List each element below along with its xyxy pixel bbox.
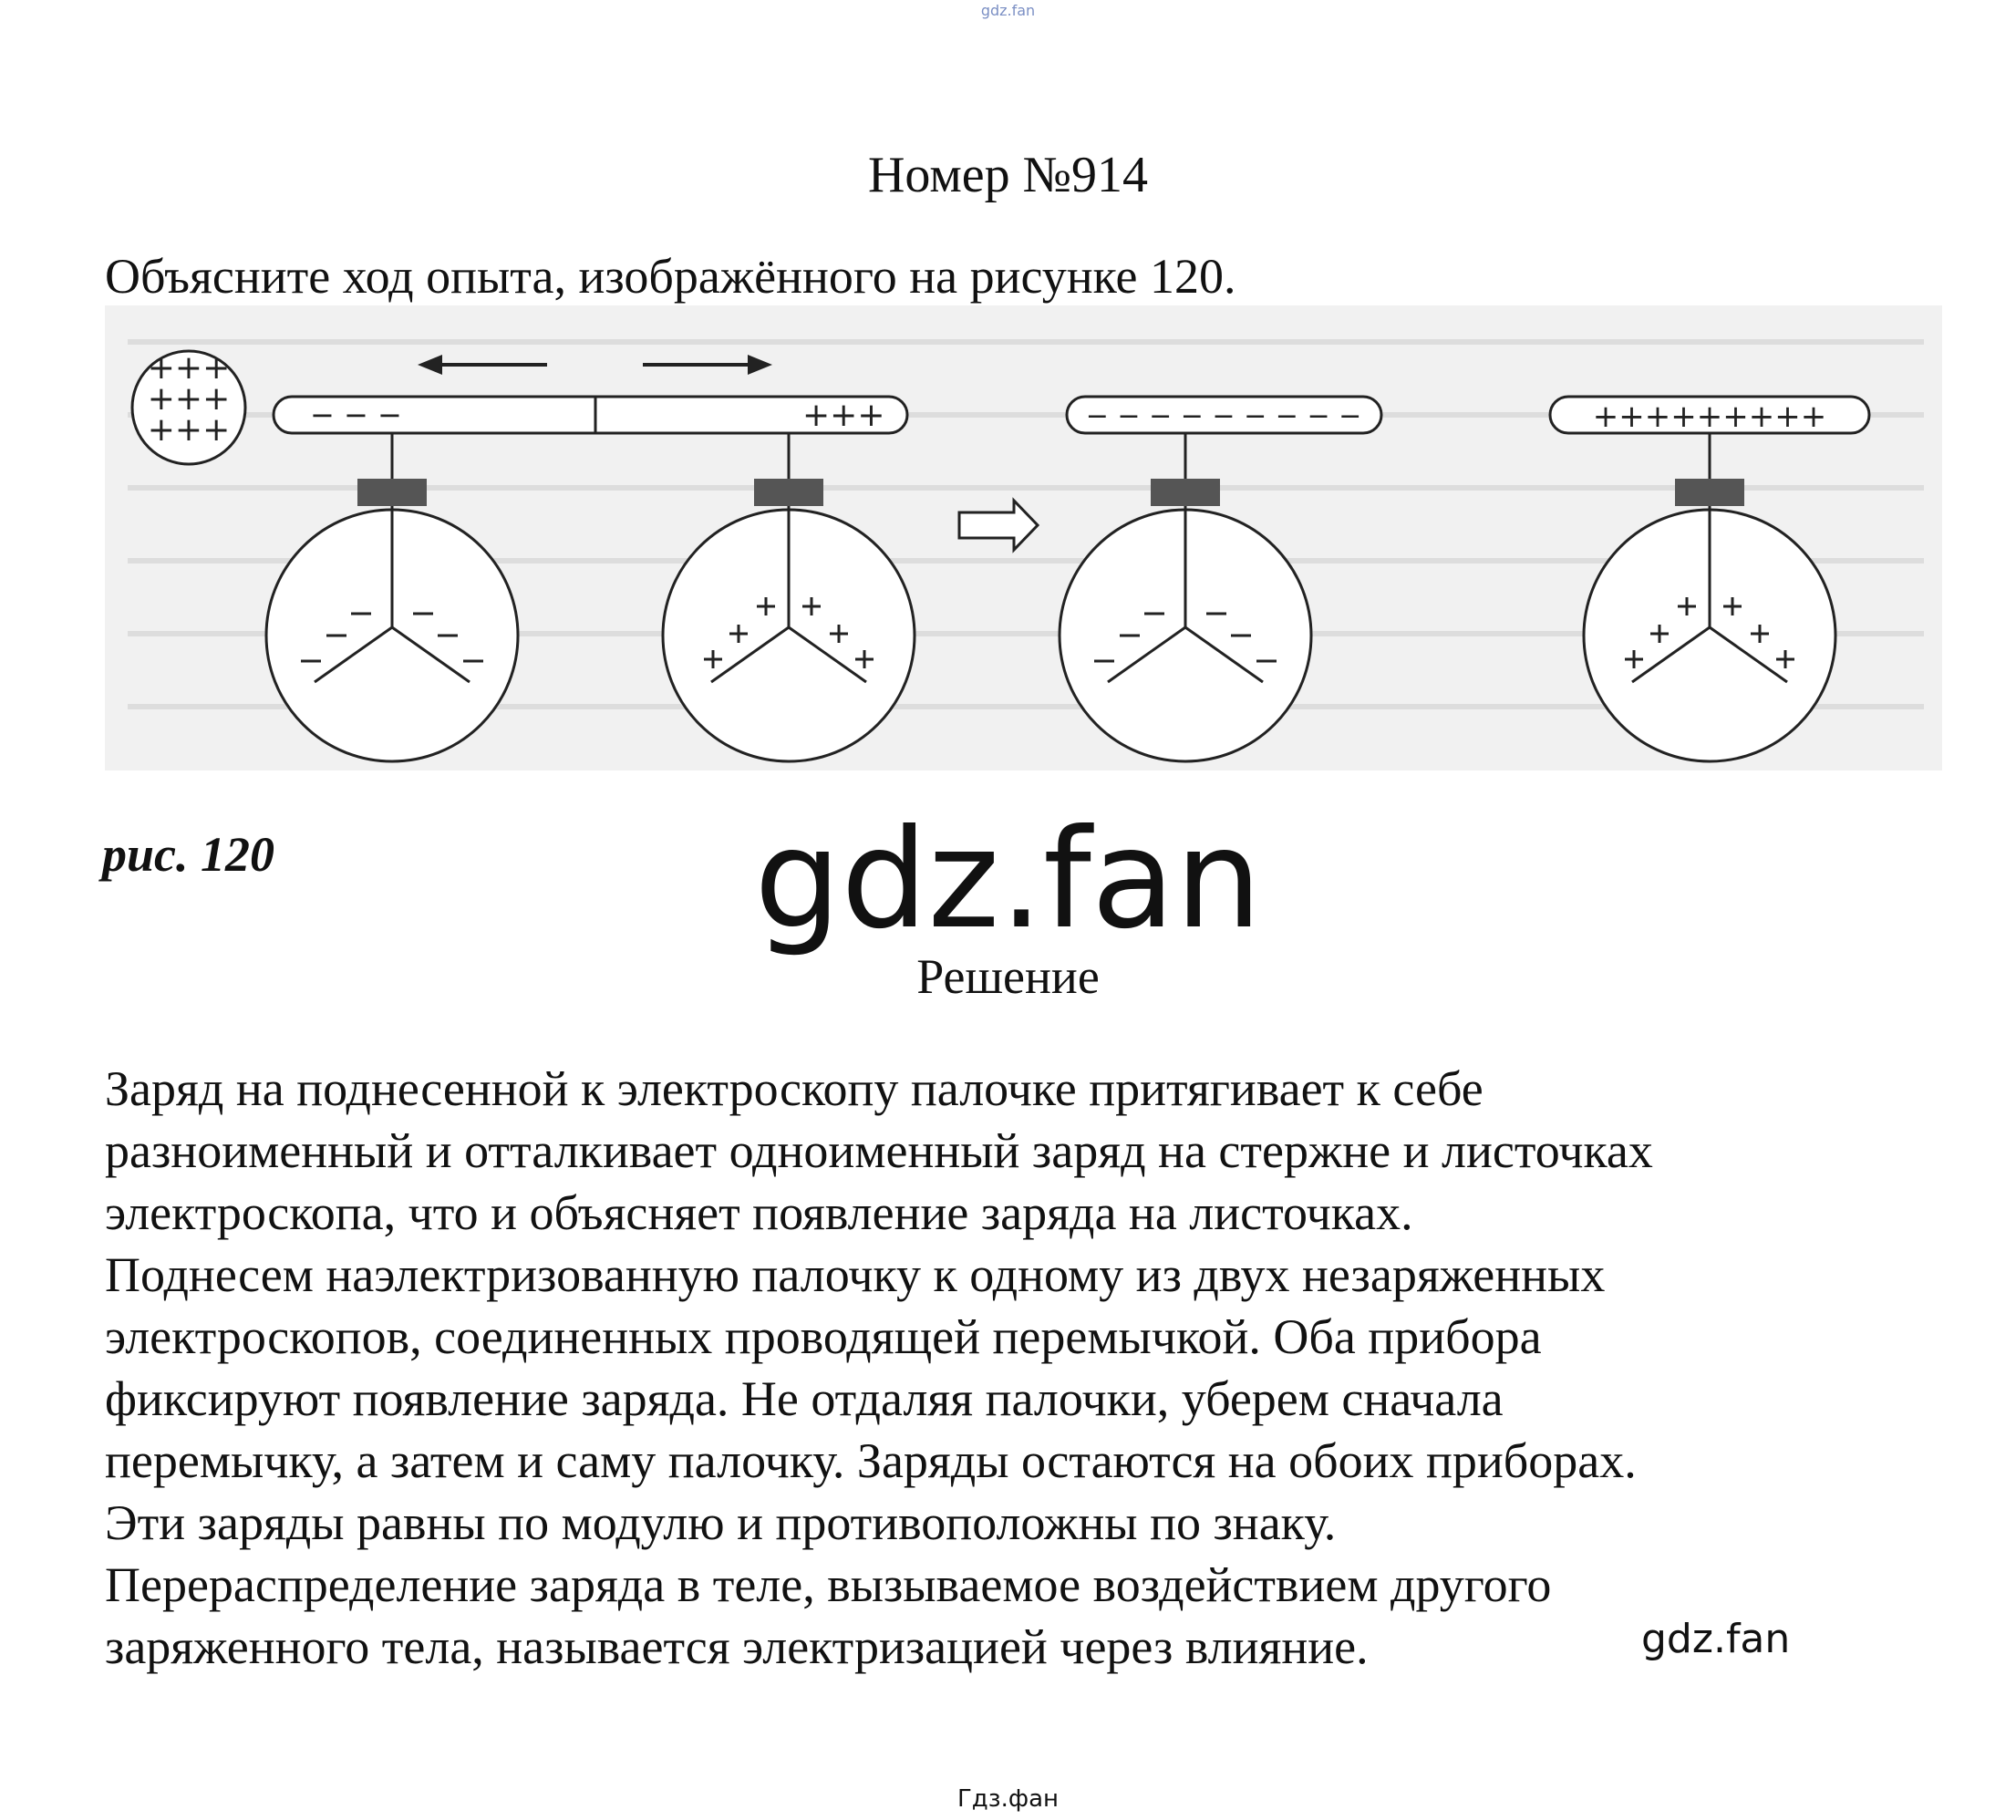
solution-line: Эти заряды равны по модулю и противоположны по знаку. (105, 1495, 1337, 1550)
solution-line: перемычку, а затем и саму палочку. Заряды остаются на обоих приборах. (105, 1433, 1637, 1488)
solution-line: разноименный и отталкивает одноименный заряд на стержне и листочках (105, 1123, 1653, 1178)
solution-line: электроскопа, что и объясняет появление заряда на листочках. (105, 1185, 1413, 1240)
center-watermark: gdz.fan (754, 801, 1262, 959)
ball-plus-top: +++ (147, 349, 231, 387)
solution-line: заряженного тела, называется электризацией через влияние. (105, 1619, 1369, 1674)
inline-watermark: gdz.fan (1641, 1616, 1791, 1662)
top-watermark: gdz.fan (980, 2, 1036, 19)
solution-text (105, 1058, 1928, 1678)
negative-rod (1067, 397, 1381, 433)
joined-rod (274, 397, 907, 434)
ball-plus-middle: +++ (147, 380, 231, 418)
solution-line: Заряд на поднесенной к электроскопу палочке притягивает к себе (105, 1061, 1484, 1116)
rod-negative-charges: − − − (310, 398, 402, 432)
rod-all-positive: +++++++++ (1592, 398, 1827, 435)
task-text: Объясните ход опыта, изображённого на рисунке 120. (105, 249, 1236, 304)
ball-plus-bottom: +++ (147, 411, 231, 449)
solution-heading: Решение (916, 949, 1100, 1004)
rod-all-negative: − − − − − − − − − (1085, 400, 1362, 432)
bottom-watermark: Гдз.фан (956, 1785, 1060, 1813)
solution-line: Перераспределение заряда в теле, вызываемое воздействием другого (105, 1557, 1552, 1612)
solution-line: электроскопов, соединенных проводящей перемычкой. Оба прибора (105, 1309, 1542, 1364)
figure-120 (100, 296, 1951, 775)
charged-ball (132, 349, 245, 464)
solution-line: фиксируют появление заряда. Не отдаляя палочки, уберем сначала (105, 1371, 1504, 1426)
rod-positive-charges: +++ (802, 397, 885, 434)
figure-caption: рис. 120 (102, 827, 274, 882)
positive-rod (1550, 397, 1869, 435)
page-title: Номер №914 (867, 147, 1149, 203)
solution-line: Поднесем наэлектризованную палочку к одному из двух незаряженных (105, 1247, 1606, 1302)
electroscope-diagram (100, 296, 1951, 775)
